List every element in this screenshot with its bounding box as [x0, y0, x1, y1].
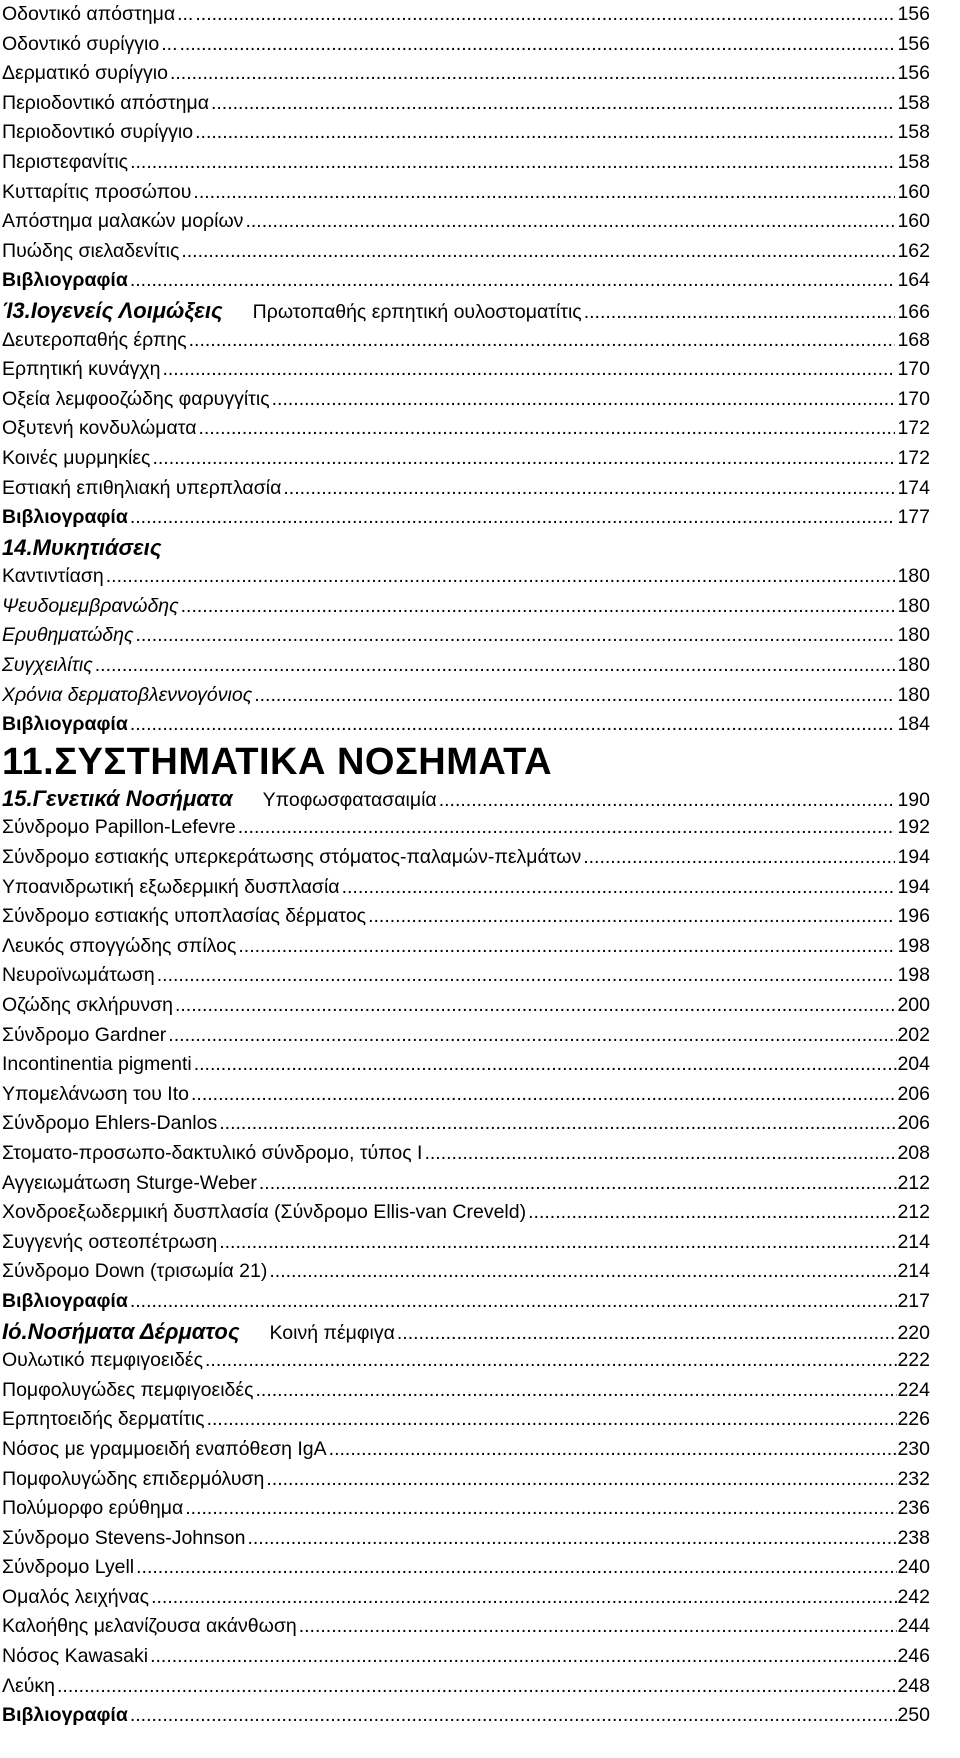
- bibliography-label: Βιβλιογραφία: [2, 269, 128, 292]
- toc-row: [0, 1080, 930, 1110]
- dot-leader: [170, 59, 896, 89]
- page-number: 170: [897, 358, 930, 381]
- entry-title: Υποανιδρωτική εξωδερμική δυσπλασία: [2, 875, 340, 898]
- dot-leader: [57, 1672, 897, 1702]
- entry-title: Αγγειωμάτωση Sturge-Weber: [2, 1171, 257, 1194]
- toc-row: [0, 1672, 930, 1702]
- dot-leader: [256, 1376, 898, 1406]
- bibliography-label: Βιβλιογραφία: [2, 506, 128, 529]
- chapter-heading: Ί3.Ιογενείς Λοιμώξεις: [2, 297, 223, 323]
- toc-row: [0, 562, 930, 592]
- page-number: 250: [897, 1704, 930, 1727]
- page-number: 172: [897, 417, 930, 440]
- page-number: 246: [897, 1645, 930, 1668]
- toc-entry: [2, 1465, 930, 1495]
- dot-leader: [194, 1050, 898, 1080]
- page-number: 198: [897, 964, 930, 987]
- page-number: 180: [897, 654, 930, 677]
- entry-title: Καντιντίαση: [2, 565, 104, 588]
- toc-row: [0, 621, 930, 651]
- toc-entry: [2, 266, 930, 296]
- entry-title: Πομφολυγώδες πεμφιγοειδές: [2, 1378, 254, 1401]
- toc-row: [0, 207, 930, 237]
- toc-row: [0, 59, 930, 89]
- dot-leader: [342, 873, 896, 903]
- toc-entry: [2, 991, 930, 1021]
- toc-row: [0, 385, 930, 415]
- toc-row: [0, 651, 930, 681]
- dot-leader: [439, 786, 896, 816]
- dot-leader: [95, 651, 896, 681]
- dot-leader: [397, 1319, 898, 1349]
- toc-row: [0, 1317, 930, 1347]
- toc-row: [0, 148, 930, 178]
- entry-title: Οδοντικό απόστημα: [2, 3, 176, 25]
- toc-entry: [2, 444, 930, 474]
- page-number: 236: [897, 1497, 930, 1520]
- dot-leader: [199, 414, 896, 444]
- page-number: 212: [897, 1201, 930, 1224]
- entry-title: Πρωτοπαθής ερπητική ουλοστοματίτις: [252, 300, 582, 323]
- entry-title: Περιοδοντικό συρίγγιο: [2, 121, 194, 144]
- page-number: 170: [897, 387, 930, 410]
- toc-entry: [2, 1612, 930, 1642]
- toc-entry: [2, 474, 930, 504]
- dot-leader: [168, 1021, 897, 1051]
- dot-leader: [151, 1583, 897, 1613]
- entry-title: Σύνδρομο Down (τρισωμία 21): [2, 1260, 268, 1283]
- toc-entry: [2, 621, 930, 651]
- entry-title: Χρόνια δερματοβλεννογόνιος: [2, 683, 253, 706]
- toc-row: [0, 1287, 930, 1317]
- toc-row: [0, 1642, 930, 1672]
- toc-row: [0, 1376, 930, 1406]
- toc-row: [0, 991, 930, 1021]
- dot-leader: [368, 902, 895, 932]
- toc-entry: [2, 1701, 930, 1731]
- toc-entry: [2, 296, 930, 328]
- page-number: 174: [897, 476, 930, 499]
- entry-title: Ομαλός λειχήνας: [2, 1585, 150, 1608]
- entry-title: Περιστεφανίτις: [2, 150, 129, 173]
- page-number: 156: [897, 62, 930, 85]
- dot-leader: [191, 1080, 897, 1110]
- toc-entry: [2, 1494, 930, 1524]
- page-number: 164: [897, 269, 930, 292]
- page-number: 208: [897, 1141, 930, 1164]
- toc-entry: [2, 0, 930, 30]
- bibliography-label: Βιβλιογραφία: [2, 1289, 128, 1312]
- toc-entry: [2, 237, 930, 267]
- page-number: 162: [897, 239, 930, 262]
- entry-title: Συγχειλίτις: [2, 654, 93, 677]
- page-number: 177: [897, 506, 930, 529]
- entry-title: Καλοήθης μελανίζουσα ακάνθωση: [2, 1615, 297, 1638]
- entry-title: Κοινή πέμφιγα: [269, 1321, 395, 1344]
- page-number: 240: [897, 1556, 930, 1579]
- page-number: 214: [897, 1230, 930, 1253]
- entry-title: Κοινές μυρμηκίες: [2, 446, 151, 469]
- toc-entry: [2, 1080, 930, 1110]
- dot-leader: [259, 1169, 898, 1199]
- toc-row: [0, 89, 930, 119]
- toc-row: [0, 1346, 930, 1376]
- toc-entry: [2, 1021, 930, 1051]
- toc-entry: [2, 1317, 930, 1349]
- toc-entry: [2, 503, 930, 533]
- entry-title: Δερματικό συρίγγιο: [2, 62, 168, 85]
- page-number: 184: [897, 713, 930, 736]
- chapter-heading: Ιό.Νοσήματα Δέρματος: [2, 1318, 240, 1344]
- dot-leader: [136, 1553, 897, 1583]
- toc-row: [0, 1169, 930, 1199]
- page-number: 180: [897, 624, 930, 647]
- toc-row: [0, 1465, 930, 1495]
- toc-entry: [2, 1287, 930, 1317]
- page-number: 180: [897, 594, 930, 617]
- dot-leader: [157, 961, 896, 991]
- entry-title: Χονδροεξωδερμική δυσπλασία (Σύνδρομο Ellis-van Creveld): [2, 1201, 527, 1224]
- toc-entry: [2, 1553, 930, 1583]
- toc-entry: [2, 148, 930, 178]
- bibliography-label: Βιβλιογραφία: [2, 1704, 128, 1727]
- page-number: 168: [897, 328, 930, 351]
- toc-entry: [2, 414, 930, 444]
- toc-entry: [2, 873, 930, 903]
- toc-row: [0, 1257, 930, 1287]
- dot-leader: [193, 178, 895, 208]
- entry-title: Λευκός σπογγώδης σπίλος: [2, 934, 237, 957]
- dot-leader: [181, 237, 895, 267]
- toc-row: [0, 30, 930, 60]
- page-number: 180: [897, 565, 930, 588]
- entry-title: Πυώδης σιελαδενίτις: [2, 239, 180, 262]
- dot-leader: [130, 503, 896, 533]
- page-number: 180: [897, 683, 930, 706]
- dot-leader: [175, 991, 897, 1021]
- page-number: 217: [897, 1289, 930, 1312]
- dot-leader: [424, 1139, 897, 1169]
- toc-row: [0, 296, 930, 326]
- entry-title: Οξυτενή κονδυλώματα: [2, 417, 197, 440]
- toc-entry: [2, 651, 930, 681]
- toc-entry: [2, 326, 930, 356]
- dot-leader: [181, 592, 896, 622]
- toc-entry: [2, 59, 930, 89]
- dot-leader: [238, 932, 895, 962]
- page-number: 158: [897, 121, 930, 144]
- toc-entry: [2, 1346, 930, 1376]
- toc-row: [0, 902, 930, 932]
- entry-title: Ερπητοειδής δερματίτις: [2, 1408, 205, 1431]
- page-number: 156: [897, 32, 930, 55]
- page-number: 172: [897, 446, 930, 469]
- page-number: 158: [897, 91, 930, 114]
- toc-row: [0, 681, 930, 711]
- dot-leader: [269, 1257, 897, 1287]
- page-number: 194: [897, 875, 930, 898]
- entry-title: Σύνδρομο Gardner: [2, 1023, 167, 1046]
- toc-entry: [2, 1583, 930, 1613]
- toc-row: [0, 961, 930, 991]
- dot-leader: [106, 562, 898, 592]
- toc-entry: [2, 1672, 930, 1702]
- page-number: 214: [897, 1260, 930, 1283]
- toc-row: [0, 1139, 930, 1169]
- toc-row: [0, 1050, 930, 1080]
- toc-row: [0, 813, 930, 843]
- page-number: 222: [897, 1349, 930, 1372]
- entry-title: Λεύκη: [2, 1674, 55, 1697]
- entry-title: Ουλωτικό πεμφιγοειδές: [2, 1349, 203, 1372]
- toc-entry: [2, 1435, 930, 1465]
- toc-row: [0, 444, 930, 474]
- entry-title: Οδοντικό συρίγγιο: [2, 32, 160, 55]
- toc-entry: [2, 1405, 930, 1435]
- entry-title: Ψευδομεμβρανώδης: [2, 594, 179, 617]
- page-number: 156: [897, 3, 930, 25]
- toc-row: [0, 1198, 930, 1228]
- dot-leader: [299, 1612, 898, 1642]
- dot-leader: [195, 0, 895, 30]
- extra-leader: ...: [177, 3, 194, 25]
- dot-leader: [152, 444, 895, 474]
- page-number: 196: [897, 905, 930, 928]
- page-number: 160: [897, 210, 930, 233]
- toc-entry: [2, 89, 930, 119]
- entry-title: Συγγενής οστεοπέτρωση: [2, 1230, 218, 1253]
- toc-row: [0, 503, 930, 533]
- toc-row: [0, 1405, 930, 1435]
- toc-row: [0, 414, 930, 444]
- entry-title: Δευτεροπαθής έρπης: [2, 328, 187, 351]
- entry-title: Νόσος με γραμμοειδή εναπόθεση IgA: [2, 1437, 327, 1460]
- toc-row: [0, 266, 930, 296]
- dot-leader: [130, 148, 895, 178]
- toc-row: [0, 1494, 930, 1524]
- dot-leader: [238, 813, 896, 843]
- toc-row: [0, 1109, 930, 1139]
- page-number: 166: [897, 300, 930, 323]
- toc-entry: [2, 1228, 930, 1258]
- toc-row: [0, 843, 930, 873]
- toc-entry: [2, 207, 930, 237]
- dot-leader: [247, 1524, 897, 1554]
- toc-row: [0, 1021, 930, 1051]
- toc-entry: [2, 681, 930, 711]
- dot-leader: [245, 207, 895, 237]
- page-number: 192: [897, 816, 930, 839]
- toc-entry: [2, 1198, 930, 1228]
- toc-entry: [2, 710, 930, 740]
- entry-title: Νόσος Kawasaki: [2, 1645, 149, 1668]
- entry-title: Σύνδρομο εστιακής υποπλασίας δέρματος: [2, 905, 367, 928]
- toc-entry: [2, 1139, 930, 1169]
- page-number: 244: [897, 1615, 930, 1638]
- toc-entry: [2, 1169, 930, 1199]
- page-number: 226: [897, 1408, 930, 1431]
- toc-entry: [2, 118, 930, 148]
- toc-row: [0, 1701, 930, 1731]
- toc-row: [0, 118, 930, 148]
- page-number: 160: [897, 180, 930, 203]
- entry-title: Ερυθηματώδης: [2, 624, 134, 647]
- toc-entry: [2, 1109, 930, 1139]
- entry-title: Ερπητική κυνάγχη: [2, 358, 161, 381]
- entry-title: Περιοδοντικό απόστημα: [2, 91, 209, 114]
- page-number: 206: [897, 1082, 930, 1105]
- toc-row: [0, 592, 930, 622]
- toc-row: [0, 1612, 930, 1642]
- toc-entry: [2, 961, 930, 991]
- dot-leader: [185, 1494, 897, 1524]
- dot-leader: [528, 1198, 897, 1228]
- dot-leader: [150, 1642, 897, 1672]
- dot-leader: [130, 710, 896, 740]
- toc-row: [0, 1435, 930, 1465]
- toc-row: [0, 932, 930, 962]
- toc-entry: [2, 902, 930, 932]
- page-number: 194: [897, 846, 930, 869]
- page-number: 238: [897, 1526, 930, 1549]
- dot-leader: [254, 681, 895, 711]
- dot-leader: [130, 1701, 898, 1731]
- dot-leader: [329, 1435, 898, 1465]
- page-number: 198: [897, 934, 930, 957]
- page-number: 248: [897, 1674, 930, 1697]
- dot-leader: [211, 89, 895, 119]
- page-number: 220: [897, 1321, 930, 1344]
- toc-row: [0, 178, 930, 208]
- toc-row: [0, 1583, 930, 1613]
- dot-leader: [584, 298, 896, 328]
- toc-entry: [2, 784, 930, 816]
- toc-entry: [2, 1642, 930, 1672]
- entry-title: Νευροϊνωμάτωση: [2, 964, 155, 987]
- entry-title: Οξεία λεμφοοζώδης φαρυγγίτις: [2, 387, 270, 410]
- toc-entry: [2, 178, 930, 208]
- entry-title: Σύνδρομο εστιακής υπερκεράτωσης στόματος-παλαμών-πελμάτων: [2, 846, 582, 869]
- toc-entry: [2, 562, 930, 592]
- dot-leader: [135, 621, 895, 651]
- entry-title: Απόστημα μαλακών μορίων: [2, 210, 244, 233]
- toc-entry: [2, 30, 930, 60]
- toc-row: [0, 1524, 930, 1554]
- page-number: 200: [897, 994, 930, 1016]
- dot-leader: [219, 1109, 897, 1139]
- toc-row: [0, 784, 930, 814]
- toc-entry: [2, 385, 930, 415]
- page-number: 212: [897, 1171, 930, 1194]
- dot-leader: [189, 326, 896, 356]
- entry-title: Σύνδρομο Papillon-Lefevre: [2, 816, 236, 839]
- entry-title: Στοματο-προσωπο-δακτυλικό σύνδρομο, τύπος I: [2, 1141, 423, 1164]
- dot-leader: [266, 1465, 897, 1495]
- dot-leader: [207, 1405, 898, 1435]
- toc-row: [0, 533, 930, 563]
- entry-title: Σύνδρομο Ehlers-Danlos: [2, 1112, 218, 1135]
- entry-title: Υποφωσφατασαιμία: [262, 788, 437, 811]
- toc-row: [0, 237, 930, 267]
- part-title: 11.ΣΥΣΤΗΜΑΤΙΚΑ ΝΟΣΗΜΑΤΑ: [2, 740, 553, 783]
- chapter-heading: 14.Μυκητιάσεις: [2, 534, 162, 560]
- page-number: 158: [897, 150, 930, 173]
- dot-leader: [195, 118, 895, 148]
- toc-entry: [2, 1257, 930, 1287]
- page-number: 232: [897, 1467, 930, 1490]
- page-number: 230: [897, 1437, 930, 1460]
- dot-leader: [272, 385, 896, 415]
- toc-row: [0, 0, 930, 30]
- toc-row: [0, 1553, 930, 1583]
- page-number: 224: [897, 1378, 930, 1401]
- dot-leader: [583, 843, 895, 873]
- entry-title: Σύνδρομο Stevens-Johnson: [2, 1526, 246, 1549]
- toc-row: [0, 873, 930, 903]
- toc-row: [0, 326, 930, 356]
- toc-row: [0, 355, 930, 385]
- toc-row: [0, 474, 930, 504]
- page-number: 190: [897, 788, 930, 811]
- page-number: 206: [897, 1112, 930, 1135]
- entry-title: Πολύμορφο ερύθημα: [2, 1497, 184, 1520]
- dot-leader: [180, 30, 896, 60]
- entry-title: Κυτταρίτις προσώπου: [2, 180, 192, 203]
- extra-leader: ...: [161, 32, 178, 55]
- dot-leader: [283, 474, 895, 504]
- dot-leader: [162, 355, 895, 385]
- entry-title: Υπομελάνωση του Ito: [2, 1082, 189, 1105]
- dot-leader: [205, 1346, 897, 1376]
- toc-row: [0, 710, 930, 740]
- chapter-heading: 15.Γενετικά Νοσήματα: [2, 785, 233, 811]
- toc-entry: [2, 1376, 930, 1406]
- toc-row: [0, 1228, 930, 1258]
- dot-leader: [130, 266, 896, 296]
- entry-title: Incontinentia pigmenti: [2, 1053, 192, 1076]
- page-number: 202: [897, 1023, 930, 1046]
- dot-leader: [130, 1287, 898, 1317]
- toc-entry: [2, 1524, 930, 1554]
- page-number: 242: [897, 1585, 930, 1608]
- toc-entry: [2, 355, 930, 385]
- toc-entry: [2, 592, 930, 622]
- toc-entry: [2, 932, 930, 962]
- toc-entry: [2, 843, 930, 873]
- entry-title: Οζώδης σκλήρυνση: [2, 994, 173, 1016]
- toc-entry: [2, 1050, 930, 1080]
- bibliography-label: Βιβλιογραφία: [2, 713, 128, 736]
- entry-title: Σύνδρομο Lyell: [2, 1556, 135, 1579]
- toc-entry: [2, 813, 930, 843]
- dot-leader: [219, 1228, 897, 1258]
- page-number: 204: [897, 1053, 930, 1076]
- entry-title: Πομφολυγώδης επιδερμόλυση: [2, 1467, 265, 1490]
- entry-title: Εστιακή επιθηλιακή υπερπλασία: [2, 476, 282, 499]
